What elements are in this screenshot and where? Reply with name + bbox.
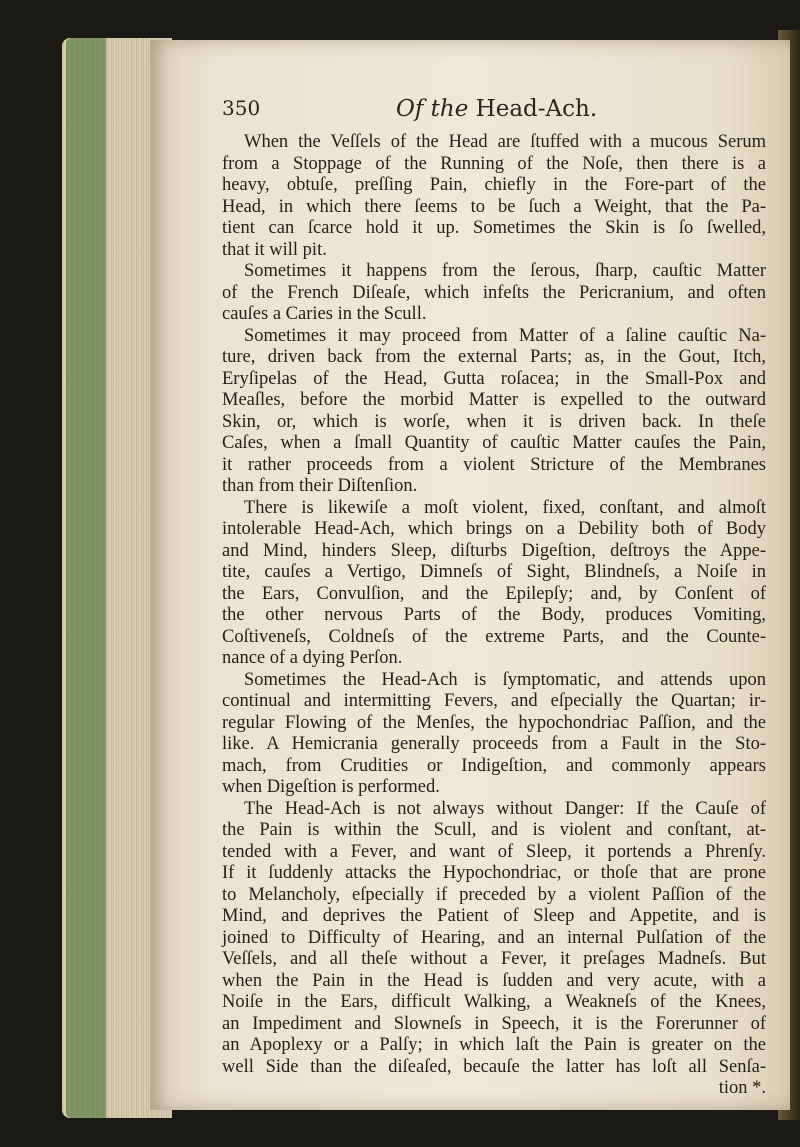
paragraph-3	[222, 326, 766, 498]
text-line: Sometimes it may proceed from Matter of a ſaline cauſtic Na-	[244, 325, 766, 346]
text-line: tended with a Fever, and want of Sleep, it portends a Phrenſy.	[222, 841, 766, 862]
book-binding	[66, 38, 106, 1118]
text-line: Coſtiveneſs, Coldneſs of the extreme Parts, and the Counte-	[222, 626, 766, 647]
catchword: tion *.	[718, 1078, 766, 1098]
text-line: well Side than the diſeaſed, becauſe the latter has loſt all Senſa-	[222, 1056, 766, 1077]
text-line: like. A Hemicrania generally proceeds from a Fault in the Sto-	[222, 734, 766, 754]
text-line: Mind, and deprives the Patient of Sleep and Appetite, and is	[222, 906, 766, 926]
text-line: Sometimes the Head-Ach is ſymptomatic, and attends upon	[244, 669, 766, 690]
text-line: heavy, obtuſe, preſſing Pain, chiefly in the Fore-part of the	[222, 175, 766, 195]
text-line: Eryſipelas of the Head, Gutta roſacea; in the Small-Pox and	[222, 368, 766, 389]
text-line: When the Veſſels of the Head are ſtuffed with a mucous Serum	[244, 132, 766, 152]
text-line: ture, driven back from the external Parts; as, in the Gout, Itch,	[222, 347, 766, 367]
text-line: tite, cauſes a Vertigo, Dimneſs of Sight, Blindneſs, a Noiſe in	[222, 562, 766, 582]
paragraph-2	[222, 261, 766, 326]
text-line: the Ears, Convulſion, and the Epilepſy; and, by Conſent of	[222, 583, 766, 604]
running-head-prefix: Of the	[396, 96, 469, 122]
text-line: Head, in which there ſeems to be ſuch a Weight, that the Pa-	[222, 196, 766, 217]
paragraph-4	[222, 498, 766, 670]
running-head	[396, 96, 597, 122]
text-line: continual and intermitting Fevers, and eſpecially the Quartan; ir-	[222, 691, 766, 711]
text-line: The Head-Ach is not always without Danger: If the Cauſe of	[244, 798, 766, 819]
text-line: an Impediment and Slowneſs in Speech, it is the Forerunner of	[222, 1013, 766, 1034]
text-line: to Melancholy, eſpecially if preceded by a violent Paſſion of the	[222, 884, 766, 905]
body-text	[222, 132, 766, 1100]
text-line: Caſes, when a ſmall Quantity of cauſtic Matter cauſes the Pain,	[222, 433, 766, 453]
text-line: the Pain is within the Scull, and is violent and conſtant, at-	[222, 820, 766, 840]
text-line: when Digeſtion is performed.	[222, 777, 440, 797]
text-line: Skin, or, which is worſe, when it is driven back. In theſe	[222, 411, 766, 432]
running-head-title: Head-Ach.	[475, 96, 598, 122]
text-line: that it will pit.	[222, 239, 327, 260]
text-line: of the French Diſeaſe, which infeſts the Pericranium, and often	[222, 282, 766, 303]
text-line: an Apoplexy or a Palſy; in which laſt the Pain is greater on the	[222, 1035, 766, 1055]
page-header	[222, 96, 762, 126]
text-line: intolerable Head-Ach, which brings on a Debility both of Body	[222, 519, 766, 539]
text-line: nance of a dying Perſon.	[222, 648, 403, 668]
text-line: tient can ſcarce hold it up. Sometimes the Skin is ſo ſwelled,	[222, 218, 766, 238]
text-line: the other nervous Parts of the Body, produces Vomiting,	[222, 605, 766, 625]
text-line: it rather proceeds from a violent Stricture of the Membranes	[222, 454, 766, 475]
text-line: when the Pain in the Head is ſudden and very acute, with a	[222, 970, 766, 991]
text-line: joined to Difficulty of Hearing, and an internal Pulſation of the	[222, 927, 766, 948]
text-line: If it ſuddenly attacks the Hypochondriac, or thoſe that are prone	[222, 863, 766, 883]
text-line: Veſſels, and all theſe without a Fever, it preſages Madneſs. But	[222, 949, 766, 969]
text-line: Sometimes it happens from the ſerous, ſharp, cauſtic Matter	[244, 261, 766, 281]
page-number: 350	[222, 96, 261, 120]
text-line: and Mind, hinders Sleep, diſturbs Digeſtion, deſtroys the Appe-	[222, 540, 766, 561]
text-line: from a Stoppage of the Running of the Noſe, then there is a	[222, 153, 766, 174]
paragraph-5	[222, 670, 766, 799]
text-line: Meaſles, before the morbid Matter is expelled to the outward	[222, 390, 766, 410]
text-line: There is likewiſe a moſt violent, fixed, conſtant, and almoſt	[244, 497, 766, 518]
text-line: cauſes a Caries in the Scull.	[222, 304, 427, 324]
text-line: Noiſe in the Ears, difficult Walking, a Weakneſs of the Knees,	[222, 992, 766, 1012]
text-line: mach, from Crudities or Indigeſtion, and commonly appears	[222, 755, 766, 776]
text-line: regular Flowing of the Menſes, the hypochondriac Paſſion, and the	[222, 712, 766, 733]
paragraph-1	[222, 132, 766, 261]
paragraph-6	[222, 799, 766, 1079]
text-line: than from their Diſtenſion.	[222, 476, 418, 496]
